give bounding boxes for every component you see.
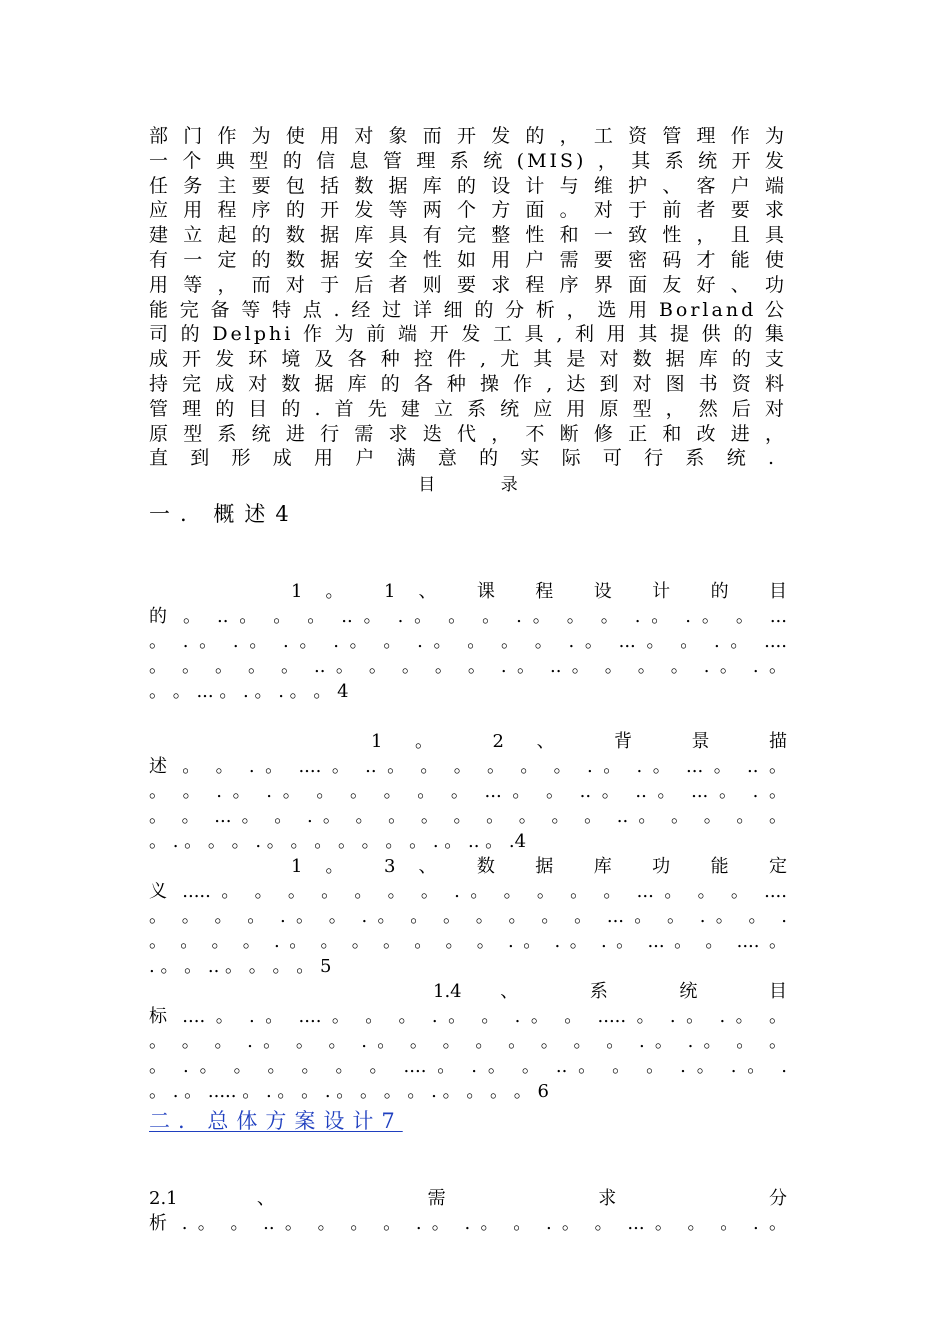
abstract-paragraph	[149, 124, 787, 471]
toc	[149, 497, 787, 1236]
abstract-line: 成开发环境及各种控件,尤其是对数据库的支	[149, 348, 787, 371]
toc-entry-leader: 。 . 。 。 。 。 。 。 .... 。 . 。 。 .. 。 。 。 . 。 . 。 .	[149, 1056, 787, 1078]
toc-entry[interactable]	[149, 979, 787, 1104]
toc-section-heading: 一. 概述4	[149, 502, 299, 527]
toc-entry-leader: 的 。 .. 。 。 。 .. 。 . 。 。 。 . 。 。 。 . 。 . 。 。 ...	[149, 606, 787, 628]
toc-entry[interactable]	[149, 729, 787, 854]
toc-entry-leader: . 。 。 .. 。 。 。 。 5	[149, 956, 332, 978]
abstract-line: 管理的目的.首先建立系统应用原型，然后对	[149, 397, 787, 420]
abstract-line: 能完备等特点.经过详细的分析，选用Borland公	[149, 298, 787, 321]
abstract-line: 建立起的数据库具有完整性和一致性，且具	[149, 224, 787, 247]
toc-entry-title: 1 。 1 、 课 程 设 计 的 目	[291, 581, 787, 603]
toc-entry-leader: 。 。 。 。 . 。 。 . 。 。 。 。 。 。 。 ... 。 。 . 。 。 .	[149, 906, 787, 928]
toc-entry-leader: 。 。 ... 。 。 . 。 。 。 。 。 。 。 。 。 .. 。 。 。 。 。	[149, 806, 787, 828]
toc-entry-leader: 。 。 . 。 . 。 。 。 。 。 。 ... 。 。 .. 。 .. 。 ... 。 . 。	[149, 781, 787, 803]
toc-entry-title: 1 。 3 、 数 据 库 功 能 定	[291, 856, 787, 878]
toc-entry-leader: 析 . 。 。 .. 。 。 。 。 . 。 . 。 。 . 。 。 ... 。 。 。 . 。	[149, 1213, 787, 1235]
abstract-line: 持完成对数据库的各种操作,达到对图书资料	[149, 372, 787, 395]
spacer	[149, 704, 787, 729]
toc-entry-title: 2.1 、 需 求 分	[149, 1188, 787, 1210]
toc-entry-leader: 。 。 。 。 。 .. 。 。 。 。 。 . 。 .. 。 。 。 。 . 。 . 。	[149, 656, 787, 678]
abstract-line: 有一定的数据安全性如用户需要密码才能使	[149, 248, 787, 271]
toc-entry-leader: 。 . 。 . 。 . 。 . 。 。 . 。 。 。 。 . 。 ... 。 。 . 。 ....	[149, 631, 787, 653]
toc-entry[interactable]	[149, 1186, 787, 1236]
spacer	[149, 531, 787, 579]
abstract-line: 用等，而对于后者则要求程序界面友好、功	[149, 273, 787, 296]
toc-section-link[interactable]: 二. 总体方案设计7	[149, 1109, 403, 1134]
toc-entry-title: 1.4 、 系 统 目	[433, 981, 787, 1003]
abstract-line: 应用程序的开发等两个方面。对于前者要求	[149, 199, 787, 222]
toc-entry-leader: 述 。 。 . 。 .... 。 .. 。 。 。 。 。 。 . 。 . 。 ... 。 .. 。	[149, 756, 787, 778]
abstract-line: 原型系统进行需求迭代，不断修正和改进，	[149, 422, 787, 445]
abstract-line: 司的Delphi作为前端开发工具,利用其提供的集	[149, 323, 787, 346]
toc-entry-leader: 。 . 。 ..... 。 . 。 。 . 。 。 。 。 . 。 。 。 。 6	[149, 1081, 549, 1103]
document-page	[149, 124, 787, 1236]
toc-entry-leader: 。 . 。 。 。 . 。 。 。 。 。 。 。 . 。 .. 。 .4	[149, 831, 527, 853]
toc-entry-leader: 。 。 。 . 。 。 。 . 。 。 。 。 。 。 。 。 . 。 . 。 。 。	[149, 1031, 787, 1053]
toc-entry-leader: 标 .... 。 . 。 .... 。 。 。 . 。 。 . 。 。 ..... 。 . 。 . 。 。	[149, 1006, 787, 1028]
toc-entry-leader: 。 。 ... 。 . 。 . 。 。 4	[149, 681, 349, 703]
toc-entry-leader: 。 。 。 。 . 。 。 。 。 。 。 。 . 。 . 。 . 。 ... 。 。 .... 。	[149, 931, 787, 953]
abstract-line: 部门作为使用对象而开发的，工资管理作为	[149, 125, 787, 147]
toc-entry-leader: 义 ..... 。 。 。 。 。 。 。 . 。 。 。 。 。 ... 。 。 。 ....	[149, 881, 787, 903]
toc-entry[interactable]	[149, 854, 787, 979]
toc-title: 目 录	[418, 475, 548, 496]
abstract-line: 直到形成用户满意的实际可行系统.	[149, 447, 787, 470]
toc-entry[interactable]	[149, 579, 787, 704]
abstract-line: 一个典型的信息管理系统(MIS)，其系统开发	[149, 149, 787, 172]
spacer	[149, 1138, 787, 1186]
abstract-line: 任务主要包括数据库的设计与维护、客户端	[149, 174, 787, 197]
toc-entry-title: 1 。 2 、 背 景 描	[371, 731, 787, 753]
